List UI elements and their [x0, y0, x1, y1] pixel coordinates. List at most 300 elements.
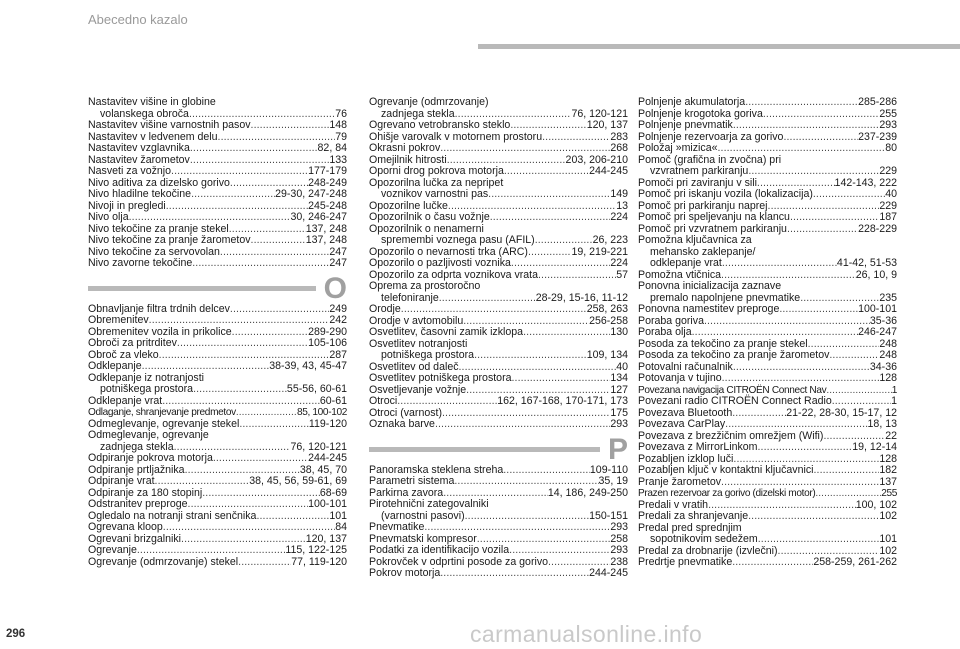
dot-leader	[721, 477, 879, 489]
index-entry	[88, 396, 347, 408]
entry-pages: 35-36	[869, 314, 897, 327]
entry-term: Obremenitev vozila in prikolice	[88, 325, 232, 338]
entry-pages: 109, 134	[586, 349, 628, 361]
entry-term: Omejilnik hitrosti	[369, 153, 447, 166]
entry-pages: 115, 122-125	[285, 544, 347, 556]
entry-term: Osvetlitev notranjosti	[369, 337, 468, 350]
entry-term: Opozorilo o pazljivosti voznika	[369, 257, 511, 269]
entry-term: Nivo olja	[88, 211, 129, 223]
entry-term: Ogrevanje	[88, 544, 137, 556]
dot-leader	[440, 143, 610, 155]
entry-term: Obroči za pritrditev	[88, 337, 177, 349]
entry-term: Predali v vratih	[638, 498, 709, 511]
entry-pages: 289-290	[308, 325, 347, 338]
entry-pages: 102	[879, 544, 897, 557]
dot-leader	[732, 408, 786, 420]
entry-pages: 238	[610, 555, 628, 568]
dot-leader	[193, 384, 287, 396]
dot-leader	[763, 109, 879, 121]
dot-leader	[528, 247, 571, 259]
index-entry	[638, 373, 897, 385]
entry-pages: 76	[335, 107, 347, 120]
entry-term: Posoda za tekočino za pranje stekel	[638, 337, 808, 350]
entry-term: Pomoč pri speljevanju na klancu	[638, 211, 790, 223]
entry-pages: 175	[610, 406, 628, 419]
entry-pages: 293	[610, 418, 628, 430]
index-entry	[369, 350, 628, 362]
dot-leader	[191, 189, 275, 201]
entry-term: Opozorilo za odprta voznikova vrata	[369, 268, 538, 281]
entry-term: Povezava z MirrorLinkom	[638, 441, 758, 453]
entry-term: Ogrevano vetrobransko steklo	[369, 119, 511, 131]
entry-pages: 120, 137	[586, 119, 628, 131]
index-entry	[638, 97, 897, 109]
dot-leader	[538, 270, 616, 282]
index-entry	[369, 327, 628, 339]
index-entry	[638, 212, 897, 224]
entry-term: Odpiranje prtljažnika	[88, 463, 185, 476]
entry-term: Osvetljevanje vožnje	[369, 383, 467, 396]
entry-term: Pokrov motorja	[369, 567, 441, 579]
entry-term: Odklepanje	[88, 360, 142, 372]
entry-pages: 224	[610, 211, 628, 223]
entry-term: premalo napolnjene pnevmatike	[650, 291, 801, 304]
index-entry	[369, 476, 628, 488]
dot-leader	[401, 304, 587, 316]
index-entry	[369, 258, 628, 270]
entry-term: Polnjenje rezervoarja za gorivo	[638, 130, 784, 143]
dot-leader	[188, 499, 309, 511]
entry-term: Poraba olja	[638, 326, 692, 338]
entry-pages: 76, 120-121	[571, 107, 628, 120]
index-entry	[369, 166, 628, 178]
index-entry	[638, 143, 897, 155]
entry-term: vzvratnem parkiranju	[650, 165, 749, 177]
dot-leader	[454, 476, 598, 488]
entry-term: Poraba goriva	[638, 314, 704, 327]
entry-term: Pomoč pri iskanju vozila (lokalizacija)	[638, 188, 813, 200]
entry-pages: 245-248	[308, 199, 347, 212]
entry-term: Parkirna zavora	[369, 486, 444, 499]
index-entry	[638, 419, 897, 431]
index-entry	[88, 235, 347, 247]
dot-leader	[162, 396, 320, 408]
dot-leader	[149, 315, 330, 327]
entry-pages: 76, 120-121	[290, 440, 347, 453]
index-entry	[369, 499, 628, 511]
dot-leader	[190, 143, 318, 155]
entry-pages: 80	[885, 142, 897, 154]
entry-pages: 256-258	[589, 314, 628, 327]
entry-term: (varnostni pasovi)	[381, 509, 465, 522]
index-entry	[369, 373, 628, 385]
dot-leader	[424, 522, 610, 534]
section-divider	[88, 271, 347, 305]
entry-term: Okrasni pokrov	[369, 142, 441, 154]
entry-term: Predal pred sprednjim	[638, 521, 742, 534]
dot-leader	[748, 511, 879, 523]
index-entry	[638, 120, 897, 132]
entry-pages: 68-69	[319, 486, 347, 499]
entry-term: voznikov varnostni pas	[381, 188, 489, 200]
index-entry	[369, 189, 628, 201]
entry-pages: 79	[335, 130, 347, 143]
entry-pages: 229	[879, 199, 897, 212]
entry-term: Nivo hladilne tekočine	[88, 188, 192, 200]
index-entry	[88, 407, 347, 419]
entry-pages: 249	[329, 302, 347, 315]
entry-term: Obroč za vleko	[88, 348, 159, 361]
entry-term: Ogledalo na notranji strani senčnika	[88, 509, 257, 522]
entry-term: zadnjega stekla	[381, 107, 455, 120]
entry-term: Podatki za identifikacijo vozila	[369, 544, 510, 556]
section-letter: O	[323, 271, 347, 305]
entry-term: Panoramska steklena streha	[369, 463, 504, 476]
entry-term: Prazen rezervoar za gorivo (dizelski motor)	[638, 488, 816, 499]
entry-term: Pomožna vtičnica	[638, 268, 722, 281]
entry-pages: 22	[885, 429, 897, 442]
dot-leader	[832, 396, 891, 408]
entry-term: Pomoč pri vzvratnem parkiranju	[638, 222, 787, 235]
entry-term: Predrtje pnevmatike	[638, 556, 733, 568]
dot-leader	[748, 166, 879, 178]
entry-pages: 119-120	[308, 417, 347, 430]
entry-term: Ponovna inicializacija zaznave	[638, 280, 782, 292]
dot-leader	[232, 327, 308, 339]
dot-leader	[504, 166, 589, 178]
entry-pages: 247	[329, 245, 347, 258]
entry-pages: 133	[329, 153, 347, 166]
entry-term: Ogrevana kloop	[88, 521, 163, 533]
index-entry	[88, 557, 347, 569]
dot-leader	[733, 362, 870, 374]
entry-pages: 134	[610, 372, 628, 384]
entry-pages: 82, 84	[317, 142, 347, 154]
dot-leader	[503, 465, 590, 477]
entry-term: Posoda za tekočino za pranje žarometov	[638, 349, 830, 361]
entry-pages: 28-29, 15-16, 11-12	[535, 291, 628, 304]
entry-term: Nastavitev žarometov	[88, 153, 190, 166]
entry-pages: 177-179	[308, 165, 347, 177]
entry-term: Ohišje varovalk v motornem prostoru	[369, 130, 543, 143]
entry-pages: 285-286	[858, 96, 897, 108]
entry-pages: 258	[610, 532, 628, 545]
entry-pages: 287	[329, 348, 347, 361]
entry-term: Pomožna ključavnica za	[638, 234, 752, 246]
index-entry	[369, 212, 628, 224]
entry-pages: 29-30, 247-248	[275, 188, 347, 200]
dot-leader	[474, 350, 587, 362]
entry-pages: 187	[879, 211, 897, 223]
dot-leader	[510, 120, 586, 132]
entry-term: Nastavitev višine in globine	[88, 96, 216, 108]
entry-pages: 41-42, 51-53	[836, 257, 897, 269]
entry-pages: 244-245	[589, 165, 628, 177]
entry-term: Opozorilnik o nenamerni	[369, 222, 484, 235]
index-entry	[88, 499, 347, 511]
entry-term: Potovalni računalnik	[638, 360, 733, 373]
index-entry	[369, 235, 628, 247]
index-entry	[369, 143, 628, 155]
dot-leader	[251, 120, 330, 132]
entry-term: Obnavljanje filtra trdnih delcev	[88, 302, 230, 315]
dot-leader	[230, 304, 329, 316]
entry-pages: 248	[879, 337, 897, 350]
dot-leader	[129, 212, 291, 224]
entry-term: Oprema za prostoročno	[369, 280, 481, 292]
dot-leader	[155, 476, 250, 488]
index-entry	[369, 304, 628, 316]
entry-term: mehansko zaklepanje/	[650, 245, 756, 258]
index-entry	[88, 189, 347, 201]
entry-term: Polnjenje krogotoka goriva	[638, 107, 763, 120]
index-entry	[88, 212, 347, 224]
entry-pages: 100, 102	[855, 498, 897, 511]
entry-term: Nivo tekočine za pranje žarometov	[88, 234, 251, 246]
entry-pages: 247	[329, 257, 347, 269]
dot-leader	[722, 373, 880, 385]
section-rule	[369, 447, 600, 452]
entry-pages: 148	[329, 119, 347, 131]
dot-leader	[704, 316, 870, 328]
entry-pages: 203, 206-210	[565, 153, 628, 166]
entry-pages: 128	[879, 372, 897, 384]
dot-leader	[439, 293, 536, 305]
entry-term: Osvetlitev, časovni zamik izklopa	[369, 326, 524, 338]
section-rule	[88, 286, 316, 291]
entry-pages: 34-36	[869, 360, 897, 373]
entry-pages: 21-22, 28-30, 15-17, 12	[786, 406, 897, 419]
entry-term: Opozorilne lučke	[369, 199, 448, 212]
entry-term: Pomoč (grafična in zvočna) pri	[638, 153, 782, 166]
dot-leader	[236, 407, 297, 419]
index-entry	[88, 166, 347, 178]
entry-term: Predali za shranjevanje	[638, 510, 749, 522]
dot-leader	[137, 545, 285, 557]
dot-leader	[511, 258, 610, 270]
entry-pages: 26, 10, 9	[855, 268, 897, 281]
section-letter: P	[607, 432, 628, 466]
index-entry	[88, 97, 347, 109]
index-entry	[369, 545, 628, 557]
dot-leader	[745, 97, 858, 109]
dot-leader	[718, 143, 886, 155]
entry-term: Nivo tekočine za pranje stekel	[88, 222, 229, 235]
entry-term: Odpiranje pokrova motorja	[88, 452, 213, 464]
index-entry	[638, 511, 897, 523]
entry-term: potniškega prostora	[381, 349, 475, 361]
index-entry	[638, 488, 897, 500]
dot-leader	[239, 419, 309, 431]
entry-pages: 100-101	[308, 498, 347, 510]
dot-leader	[142, 361, 270, 373]
entry-term: Povezana navigacija CITROËN Connect Nav	[638, 384, 827, 396]
entry-pages: 224	[610, 257, 628, 269]
entry-pages: 248	[879, 349, 897, 361]
entry-pages: 229	[879, 165, 897, 177]
entry-pages: 100-101	[858, 303, 897, 315]
index-entry	[369, 568, 628, 580]
dot-leader	[535, 235, 593, 247]
dot-leader	[815, 488, 881, 500]
index-entry	[638, 442, 897, 454]
index-entry	[638, 304, 897, 316]
entry-pages: 130	[610, 326, 628, 338]
entry-pages: 258, 263	[586, 303, 628, 315]
dot-leader	[779, 304, 858, 316]
dot-leader	[397, 396, 497, 408]
dot-leader	[465, 511, 590, 523]
dot-leader	[826, 385, 891, 397]
entry-pages: 109-110	[589, 463, 628, 476]
entry-pages: 237-239	[858, 130, 897, 143]
dot-leader	[813, 189, 885, 201]
entry-term: sopotnikovim sedežem	[650, 533, 758, 545]
entry-pages: 60-61	[319, 394, 347, 407]
dot-leader	[238, 557, 291, 569]
entry-term: Polnjenje pnevmatik	[638, 119, 733, 131]
entry-term: Orodje v avtomobilu	[369, 314, 464, 327]
index-entry	[88, 338, 347, 350]
entry-term: Povezava z brezžičnim omrežjem (Wifi)	[638, 429, 824, 442]
index-column-1	[88, 97, 347, 568]
entry-pages: 77, 119-120	[291, 555, 347, 568]
entry-pages: 18, 13	[867, 418, 897, 430]
entry-term: Nivo aditiva za dizelsko gorivo	[88, 176, 230, 189]
entry-term: Odstranitev preproge	[88, 498, 188, 510]
index-entry	[369, 419, 628, 431]
entry-term: spremembi voznega pasu (AFIL)	[381, 234, 535, 246]
index-entry	[88, 522, 347, 534]
entry-pages: 268	[610, 142, 628, 154]
entry-term: telefoniranje	[381, 291, 439, 304]
entry-pages: 26, 223	[592, 234, 628, 246]
entry-pages: 101	[329, 509, 347, 522]
index-entry	[88, 430, 347, 442]
page-number: 296	[6, 628, 26, 640]
index-entry	[638, 534, 897, 546]
dot-leader	[220, 247, 329, 259]
entry-term: Otroci	[369, 395, 398, 407]
entry-pages: 19, 219-221	[571, 245, 628, 258]
entry-term: Otroci (varnost)	[369, 406, 442, 419]
dot-leader	[829, 350, 879, 362]
entry-term: Odpiranje vrat	[88, 475, 155, 487]
entry-term: Odlaganje, shranjevanje predmetov	[88, 407, 236, 418]
entry-pages: 14, 186, 249-250	[547, 486, 628, 499]
entry-pages: 258-259, 261-262	[813, 556, 897, 568]
index-entry	[638, 396, 897, 408]
entry-pages: 40	[616, 360, 628, 373]
dot-leader	[733, 120, 880, 132]
entry-pages: 255	[881, 488, 897, 499]
dot-leader	[542, 132, 610, 144]
entry-pages: 30, 246-247	[290, 211, 347, 223]
entry-term: Orodje	[369, 303, 401, 315]
index-entry	[369, 97, 628, 109]
entry-term: Povezava Bluetooth	[638, 406, 733, 419]
entry-term: Osvetlitev potniškega prostora	[369, 372, 512, 384]
entry-pages: 182	[879, 464, 897, 476]
entry-pages: 137, 248	[305, 234, 347, 246]
dot-leader	[171, 166, 308, 178]
entry-pages: 13	[616, 199, 628, 212]
entry-term: Pozabljen izklop luči	[638, 452, 734, 465]
entry-pages: 127	[610, 383, 628, 396]
dot-leader	[512, 373, 611, 385]
index-entry	[88, 258, 347, 270]
entry-pages: 101	[879, 533, 897, 545]
entry-term: Predal za drobnarije (izvlečni)	[638, 544, 778, 557]
entry-pages: 150-151	[589, 509, 628, 522]
index-entry	[88, 315, 347, 327]
entry-term: Nastavitev vzglavnika	[88, 142, 190, 154]
entry-term: Pnevmatike	[369, 521, 425, 533]
index-entry	[369, 396, 628, 408]
dot-leader	[722, 258, 837, 270]
entry-term: Odpiranje za 180 stopinj	[88, 486, 203, 499]
entry-pages: 244-245	[589, 567, 628, 579]
entry-term: Nivo zavorne tekočine	[88, 257, 193, 269]
entry-pages: 137	[879, 475, 897, 488]
dot-leader	[435, 419, 610, 431]
entry-term: Pnevmatski kompresor	[369, 532, 477, 545]
dot-leader	[758, 534, 880, 546]
entry-term: Povezava CarPlay	[638, 418, 726, 430]
entry-pages: 162, 167-168, 170-171, 173	[497, 395, 628, 407]
entry-term: Nastavitev v ledvenem delu	[88, 130, 218, 143]
index-entry	[88, 476, 347, 488]
dot-leader	[442, 408, 610, 420]
dot-leader	[813, 465, 879, 477]
entry-pages: 55-56, 60-61	[286, 383, 347, 395]
dot-leader	[440, 568, 589, 580]
entry-term: Odklepanje iz notranjosti	[88, 371, 205, 384]
dot-leader	[192, 258, 329, 270]
dot-leader	[783, 132, 858, 144]
entry-term: Pokrovček v odprtini posode za gorivo	[369, 555, 549, 568]
entry-pages: 40	[885, 188, 897, 200]
index-entry	[369, 281, 628, 293]
index-entry	[638, 465, 897, 477]
index-entry	[88, 361, 347, 373]
index-entry	[638, 166, 897, 178]
entry-term: zadnjega stekla	[100, 440, 174, 453]
entry-term: Nivo tekočine za servovolan	[88, 245, 220, 258]
entry-term: Potovanja v tujino	[638, 372, 722, 384]
entry-term: Pomoči pri zaviranju v sili	[638, 176, 757, 189]
watermark-text: carmanualsonline.info	[470, 621, 703, 647]
entry-pages: 293	[879, 119, 897, 131]
entry-term: Pranje žarometov	[638, 475, 722, 488]
header-rule	[478, 44, 960, 49]
dot-leader	[177, 338, 308, 350]
entry-term: Pirotehnični zategovalniki	[369, 498, 489, 510]
entry-term: volanskega obroča	[100, 107, 189, 120]
entry-pages: 102	[879, 510, 897, 522]
entry-term: Ogrevani brizgalniki	[88, 532, 182, 545]
index-entry	[638, 258, 897, 270]
entry-pages: 137, 248	[305, 222, 347, 235]
entry-term: Pozabljen ključ v kontaktni ključavnici	[638, 464, 814, 476]
entry-pages: 149	[610, 188, 628, 200]
section-title: Abecedno kazalo	[88, 12, 188, 27]
entry-term: Pomoč pri parkiranju naprej	[638, 199, 768, 212]
entry-pages: 246-247	[858, 326, 897, 338]
entry-pages: 105-106	[308, 337, 347, 349]
index-entry	[638, 350, 897, 362]
index-entry	[638, 327, 897, 339]
